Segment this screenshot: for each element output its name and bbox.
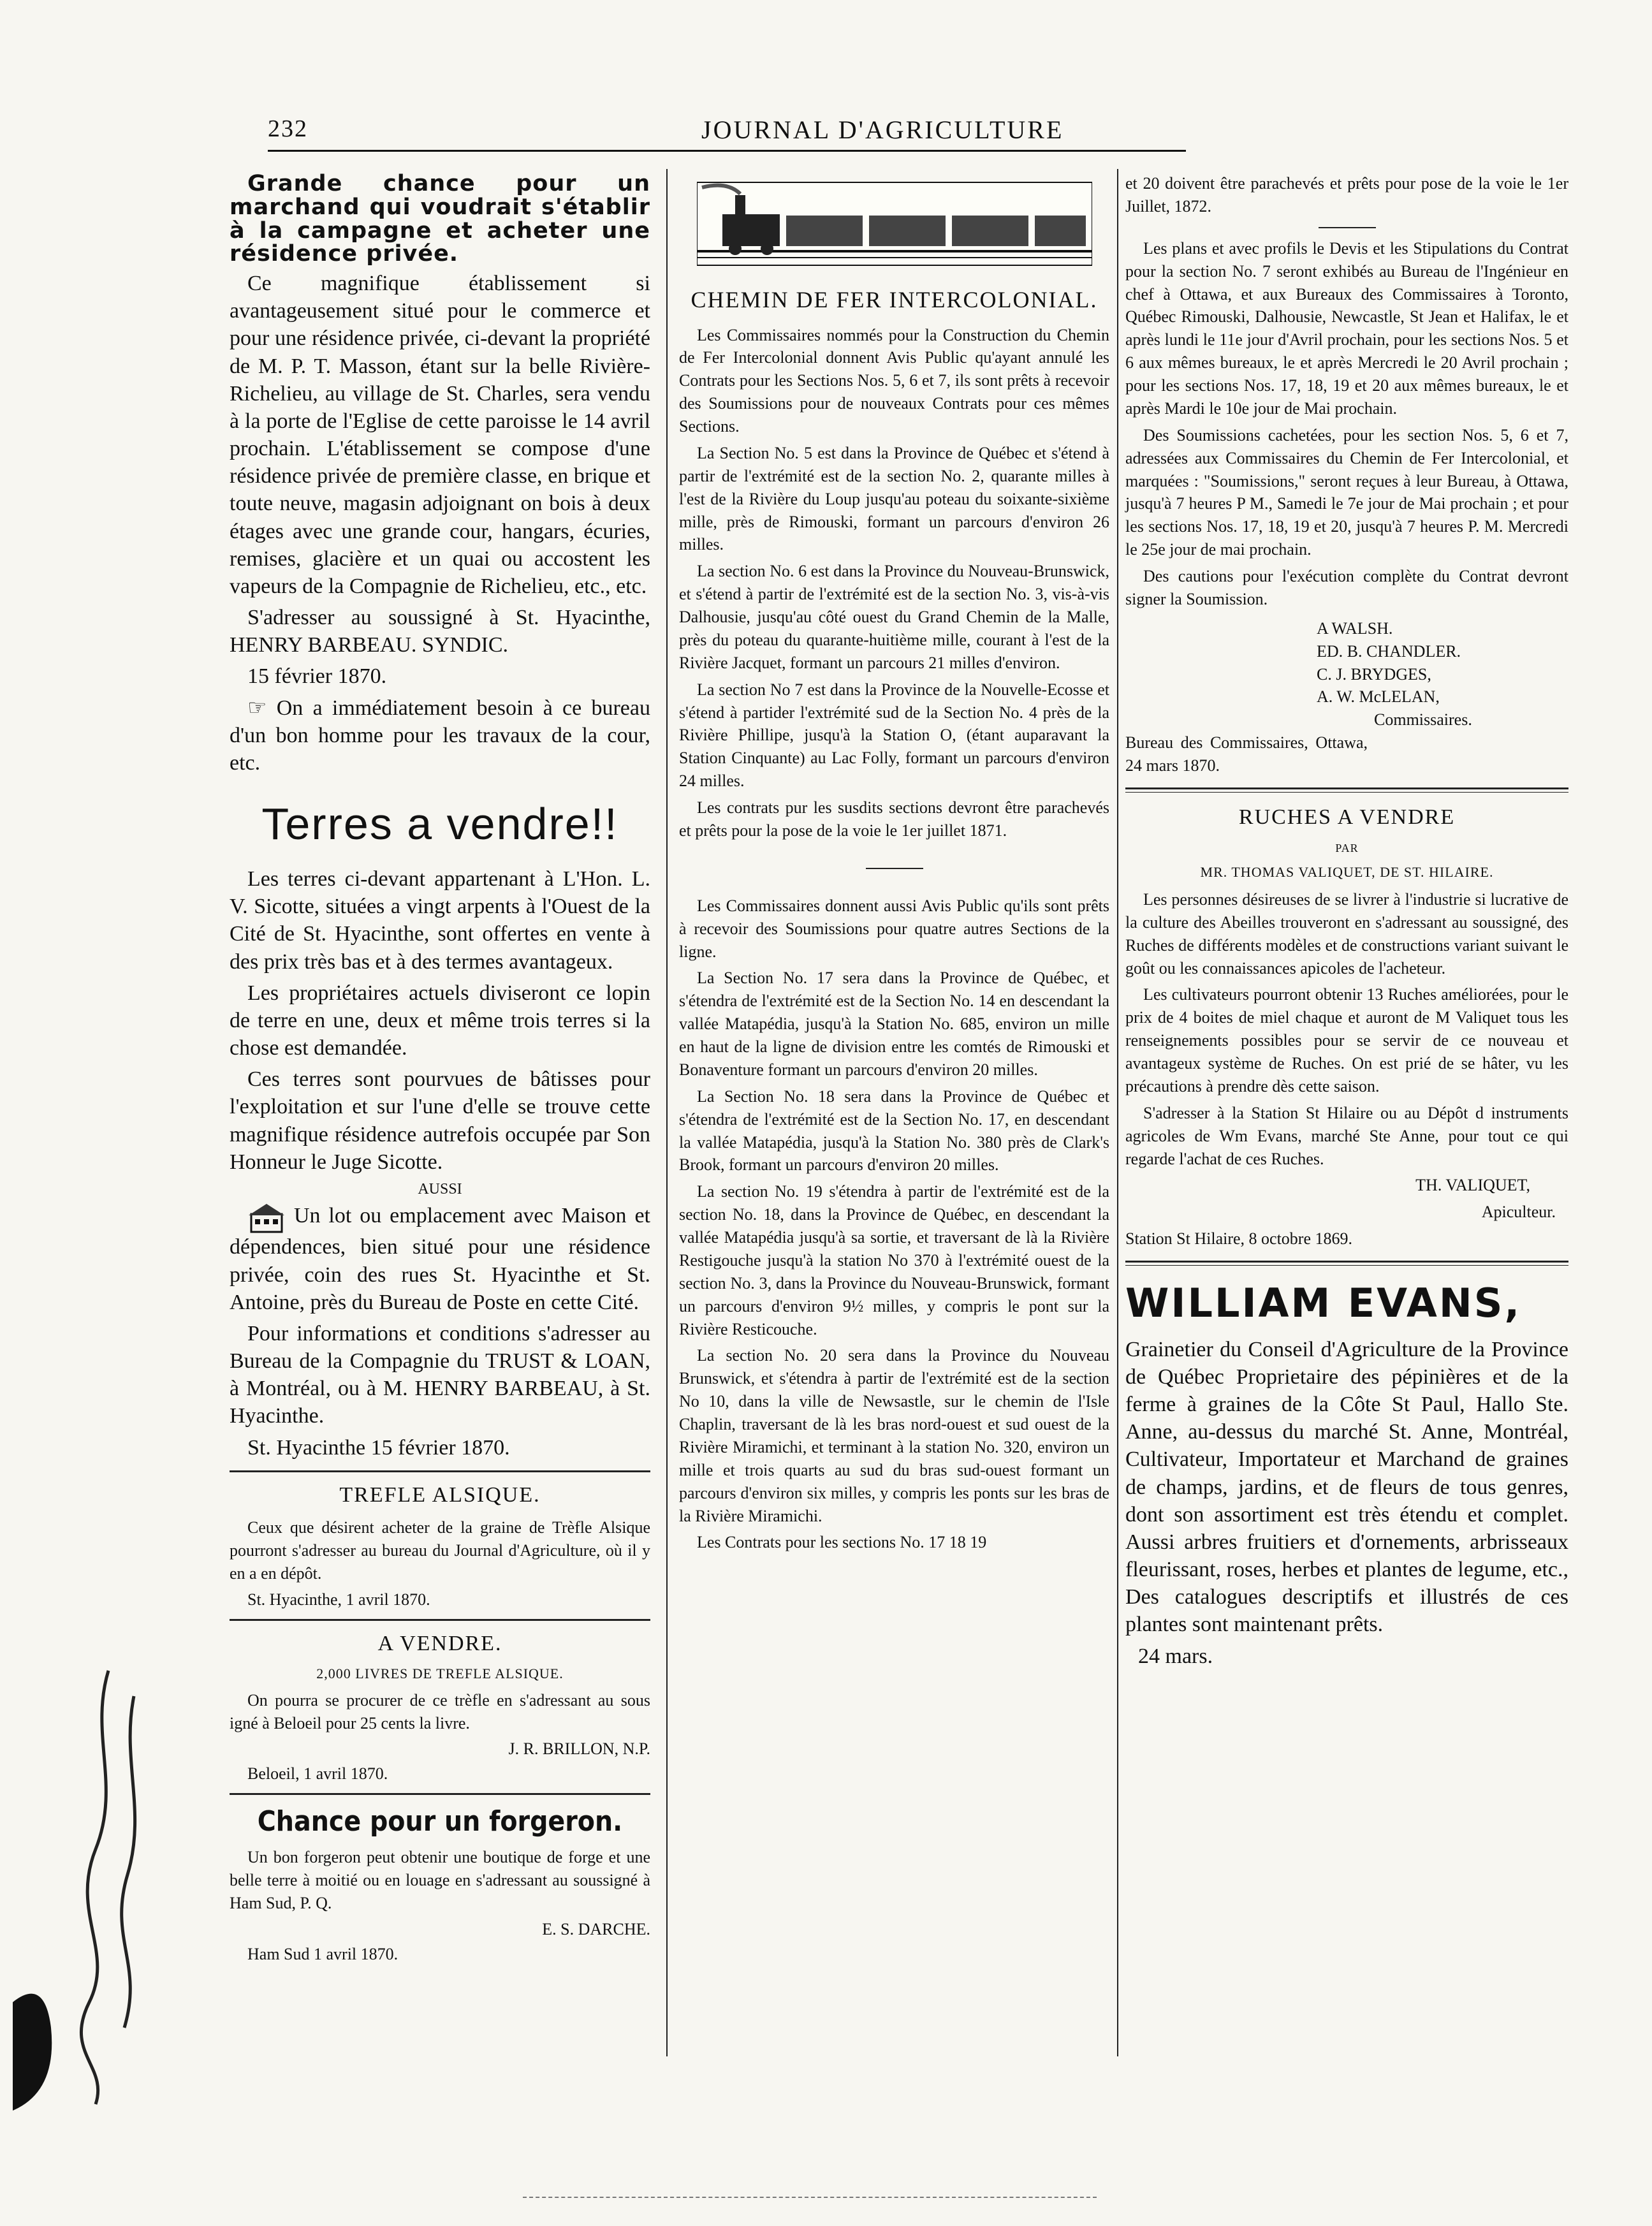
train-icon bbox=[697, 176, 1092, 272]
terres-para-2: Les propriétaires actuels diviseront ce lopin de terre en une, deux et même trois terres si la chose est demandée. bbox=[230, 981, 650, 1060]
signature-chandler: ED. B. CHANDLER. bbox=[1317, 641, 1461, 661]
column-1 bbox=[230, 172, 650, 1968]
bottom-edge-mark bbox=[523, 2197, 1097, 2198]
vendre-date: Beloeil, 1 avril 1870. bbox=[247, 1764, 388, 1783]
train-illustration bbox=[679, 176, 1109, 278]
ruches-signature: TH. VALIQUET, bbox=[1415, 1176, 1530, 1195]
chemin-para-11: Les Contrats pour les sections No. 17 18 19 bbox=[697, 1533, 987, 1552]
divider bbox=[230, 1470, 650, 1472]
terres-para-3: Ces terres sont pourvues de bâtisses pour l'exploitation et sur l'une d'elle se trouve cette magnifique résidence autrefois occupée par Son Honneur le Juge Sicotte. bbox=[230, 1067, 650, 1174]
trefle-body: Ceux que désirent acheter de la graine de Trèfle Alsique pourront s'adresser au bureau du Journal d'Agriculture, où il y en a en dépôt. bbox=[230, 1518, 650, 1583]
ruches-date: Station St Hilaire, 8 octobre 1869. bbox=[1125, 1229, 1353, 1248]
chemin-para-7: La Section No. 17 sera dans la Province de Québec, et s'étendra de l'extrémité est de la Section No. 14 en descendant la vallée Matapédia, jusqu'à la Station No. 685, environ un mille en haut de la ligne de division entre les comtés de Rimouski et Bonaventure formant un parcours d'environ 20 milles. bbox=[679, 969, 1109, 1079]
chemin-cont-1: et 20 doivent être parachevés et prêts pour pose de la voie le 1er Juillet, 1872. bbox=[1125, 174, 1568, 216]
terres-title: Terres a vendre!! bbox=[261, 799, 618, 849]
chemin-para-9: La section No. 19 s'étendra à partir de l'extrémité est de la section No. 18, dans la Province de Québec, en descendant la vallée Matapédia jusqu'à sa sortie, et traversant de là la Rivière Restigouche jusqu'à la station No 370 à l'extrémité ouest de la section No. 3, dans la Province du Nouveau-Brunswick, formant un parcours d'environ 9½ milles, y compris le pont sur la Rivière Resticouche. bbox=[679, 1182, 1109, 1338]
handwritten-annotation bbox=[13, 1645, 159, 2117]
vendre-subtitle: 2,000 LIVRES DE TREFLE ALSIQUE. bbox=[316, 1665, 564, 1681]
divider bbox=[1125, 1261, 1568, 1266]
signature-role: Commissaires. bbox=[1374, 710, 1472, 729]
aussi-label: AUSSI bbox=[418, 1180, 462, 1197]
ruches-para-2: Les cultivateurs pourront obtenir 13 Ruches améliorées, pour le prix de 4 boites de miel chaque et auront de M Valiquet tous les renseignements possibles pour se servir de ce nouveau et avantageux système de Ruches. On est prié de se hâter, vu les précautions à prendre dès cette saison. bbox=[1125, 985, 1568, 1095]
ruches-signature-role: Apiculteur. bbox=[1481, 1203, 1556, 1222]
chemin-para-5: Les contrats pur les susdits sections devront être parachevés et prêts pour la pose de la voie le 1er juillet 1871. bbox=[679, 798, 1109, 840]
chemin-para-2: La Section No. 5 est dans la Province de Québec et s'étend à partir de l'extrémité est de la section No. 2, quarante milles à l'est de la Rivière du Loup jusqu'au poteau du soixante-sixième mille, près de Rimouski, formant un parcours d'environ 26 milles. bbox=[679, 443, 1109, 554]
ad-cour-notice bbox=[230, 694, 650, 777]
chemin-cont-3: Des Soumissions cachetées, pour les section Nos. 5, 6 et 7, adressées aux Commissaires du Chemin de Fer Intercolonial, et marquées : "Soumissions," seront reçues à leur Bureau, à Ottawa, jusqu'à 7 heures P M., Samedi le 7e jour de Mai prochain ; et pour les sections Nos. 17, 18, 19 et 20, jusqu'à 7 heures P. M. Mercredi le 25e jour de mai prochain. bbox=[1125, 425, 1568, 559]
signature-mclelan: A. W. McLELAN, bbox=[1317, 687, 1440, 707]
evans-title: WILLIAM EVANS, bbox=[1125, 1280, 1522, 1327]
divider bbox=[230, 1793, 650, 1795]
chemin-para-6: Les Commissaires donnent aussi Avis Public qu'ils sont prêts à recevoir des Soumissions pour quatre autres Sections de la ligne. bbox=[679, 896, 1109, 961]
terres-para-5: Pour informations et conditions s'adresser au Bureau de la Compagnie du TRUST & LOAN, à Montréal, ou à M. HENRY BARBEAU, à St. Hyacinthe. bbox=[230, 1321, 650, 1428]
page-number: 232 bbox=[268, 115, 308, 142]
evans-body: Grainetier du Conseil d'Agriculture de la Province de Québec Proprietaire des pépinières et de la ferme à graines de la Côte St Paul, Hallo Ste. Anne, au-dessus du marché St. Anne, Montréal, Cultivateur, Importateur et Marchand de graines de champs, jardins, et de fleurs de tous genres, dont son assortiment est très étendu et complet. Aussi arbres fruitiers et d'ornements, arbrisseaux fleurissant, roses, herbes et plantes de legume, etc., Des catalogues descriptifs et illustrés de ces plantes sont maintenant prêts. bbox=[1125, 1337, 1568, 1637]
ruches-par: PAR bbox=[1335, 841, 1359, 854]
ad-marchand-body: Ce magnifique établissement si avantageusement situé pour le commerce et pour une résidence privée, ci-devant la propriété de M. P. T. Masson, étant sur la belle Rivière-Richelieu, au village de St. Charles, sera vendu à la porte de l'Eglise de cette paroisse le 14 avril prochain. L'établissement se compose d'une résidence privée de première classe, en brique et toute neuve, magasin adjoignant on bois à deux étages avec une grande cour, hangars, écuries, remises, glacière et un quai ou accostent les vapeurs de la Compagnie de Richelieu, etc., etc. bbox=[230, 272, 650, 598]
chemin-para-3: La section No. 6 est dans la Province du Nouveau-Brunswick, et s'étend à partir de l'extrémité est de la section No. 3, vis-à-vis Dalhousie, jusqu'au côté ouest du Grand Chemin de la Malle, près du poteau du quarante-huitième mille, courant à l'est de la Rivière Jacquet, formant un parcours 21 milles d'environ. bbox=[679, 562, 1109, 672]
vendre-signature: J. R. BRILLON, N.P. bbox=[508, 1739, 650, 1759]
chemin-cont-4: Des cautions pour l'exécution complète du Contrat devront signer la Soumission. bbox=[1125, 567, 1568, 608]
column-divider-2 bbox=[1117, 169, 1118, 2056]
journal-title: JOURNAL D'AGRICULTURE bbox=[701, 115, 1064, 144]
ad-marchand-title: Grande chance pour un marchand qui voudrait s'établir à la campagne et acheter une résidence privée. bbox=[230, 171, 650, 267]
pointing-hand-icon: ☞ bbox=[247, 696, 267, 720]
chemin-para-10: La section No. 20 sera dans la Province du Nouveau Brunswick, et s'étendra à partir de l'extrémité est de la section No 10, dans la ville de Newsastle, sur le chemin de l'Isle Chaplin, traversant de là les bras nord-ouest et sud ouest de la Rivière Miramichi, et terminant à la station No. 320, environ un mille et trois quarts au sud du bras sud-ouest formant un parcours d'environ six milles, y compris les ponts sur les bras de la Rivière Miramichi. bbox=[679, 1346, 1109, 1525]
commissioners-signatures bbox=[1317, 617, 1568, 731]
ruches-title: RUCHES A VENDRE bbox=[1238, 805, 1456, 829]
forgeron-date: Ham Sud 1 avril 1870. bbox=[247, 1944, 398, 1963]
header-rule bbox=[268, 150, 1186, 152]
page-header bbox=[268, 115, 1186, 153]
chemin-cont-2: Les plans et avec profils le Devis et les Stipulations du Contrat pour la section No. 7 seront exhibés au Bureau de l'Ingénieur en chef à Ottawa, et aux Bureaux des Commissaires à Toronto, Québec Rimouski, Dalhousie, Newcastle, St Jean et Halifax, le et après lundi le 11e jour d'Avril prochain, pour les sections Nos. 5 et 6 aux mêmes bureaux, le et après Mercredi le 20 Avril prochain ; pour les sections Nos. 17, 18, 19 et 20 aux mêmes bureaux, le et après Mardi le 10e jour de Mai prochain. bbox=[1125, 238, 1568, 418]
forgeron-signature: E. S. DARCHE. bbox=[542, 1919, 650, 1938]
ad-marchand-date: 15 février 1870. bbox=[247, 664, 387, 689]
divider bbox=[1319, 227, 1376, 228]
evans-date: 24 mars. bbox=[1138, 1644, 1213, 1668]
chemin-para-8: La Section No. 18 sera dans la Province de Québec et s'étendra de l'extrémité est de la Section No. 17, en descendant la vallée Matapédia, jusqu'à la Station No. 380 près de Clark's Brook, formant un parcours d'environ 20 milles. bbox=[679, 1087, 1109, 1175]
chemin-title: CHEMIN DE FER INTERCOLONIAL. bbox=[691, 286, 1098, 312]
terres-para-1: Les terres ci-devant appartenant à L'Hon. L. V. Sicotte, situées a vingt arpents à l'Ouest de la Cité de St. Hyacinthe, sont offertes en vente à des prix très bas et à des termes avantageux. bbox=[230, 867, 650, 974]
signature-walsh: A WALSH. bbox=[1317, 619, 1393, 638]
house-icon bbox=[247, 1201, 286, 1233]
column-2 bbox=[679, 172, 1109, 1558]
divider bbox=[1125, 787, 1568, 793]
signature-brydges: C. J. BRYDGES, bbox=[1317, 664, 1431, 684]
ad-marchand-contact: S'adresser au soussigné à St. Hyacinthe, HENRY BARBEAU. SYNDIC. bbox=[230, 606, 650, 657]
ruches-para-1: Les personnes désireuses de se livrer à l'industrie si lucrative de la culture des Abeilles trouveront en s'adressant au soussigné, des Ruches de différents modèles et de constructions variant suivant le goût ou les connaissances apicoles de l'acheteur. bbox=[1125, 890, 1568, 978]
divider bbox=[866, 868, 923, 869]
chemin-para-4: La section No 7 est dans la Province de la Nouvelle-Ecosse et s'étend à partider l'extrémité sud de la Section No. 4 près de la Rivière Phillipe, jusqu'à la Station O, (étant auparavant la Station Cinquante) au Lac Folly, formant un parcours d'environ 24 milles. bbox=[679, 680, 1109, 791]
column-3 bbox=[1125, 172, 1568, 1674]
forgeron-title: Chance pour un forgeron. bbox=[257, 1805, 623, 1838]
terres-para-4-text: Un lot ou emplacement avec Maison et dépendences, bien situé pour une résidence privée, coin des rues St. Hyacinthe et St. Antoine, près du Bureau de Poste en cette Cité. bbox=[230, 1204, 651, 1314]
trefle-date: St. Hyacinthe, 1 avril 1870. bbox=[247, 1590, 430, 1609]
trefle-title: TREFLE ALSIQUE. bbox=[339, 1483, 541, 1507]
chemin-para-1: Les Commissaires nommés pour la Construction du Chemin de Fer Intercolonial donnent Avis Public qu'ayant annulé les Contrats pour les Sections Nos. 5, 6 et 7, ils sont prêts à recevoir des Soumissions pour de nouveaux Contrats pour ces mêmes Sections. bbox=[679, 325, 1109, 436]
ruches-para-3: S'adresser à la Station St Hilaire ou au Dépôt d instruments agricoles de Wm Evans, marché Ste Anne, pour tout ce qui regarde l'achat de ces Ruches. bbox=[1125, 1103, 1568, 1168]
bureau-date: Bureau des Commissaires, Ottawa, 24 mars 1870. bbox=[1125, 733, 1368, 775]
forgeron-body: Un bon forgeron peut obtenir une boutique de forge et une belle terre à moitié ou en louage en s'adressant au soussigné à Ham Sud, P. Q. bbox=[230, 1848, 650, 1913]
terres-para-4 bbox=[230, 1201, 650, 1316]
vendre-body: On pourra se procurer de ce trèfle en s'adressant au sous igné à Beloeil pour 25 cents la livre. bbox=[230, 1690, 650, 1732]
vendre-title: A VENDRE. bbox=[377, 1631, 502, 1655]
divider bbox=[230, 1619, 650, 1621]
terres-date: St. Hyacinthe 15 février 1870. bbox=[247, 1435, 510, 1460]
ad-cour-text: On a immédiatement besoin à ce bureau d'un bon homme pour les travaux de la cour, etc. bbox=[230, 696, 650, 775]
column-divider-1 bbox=[666, 169, 668, 2056]
ruches-by: MR. THOMAS VALIQUET, DE ST. HILAIRE. bbox=[1200, 863, 1494, 880]
